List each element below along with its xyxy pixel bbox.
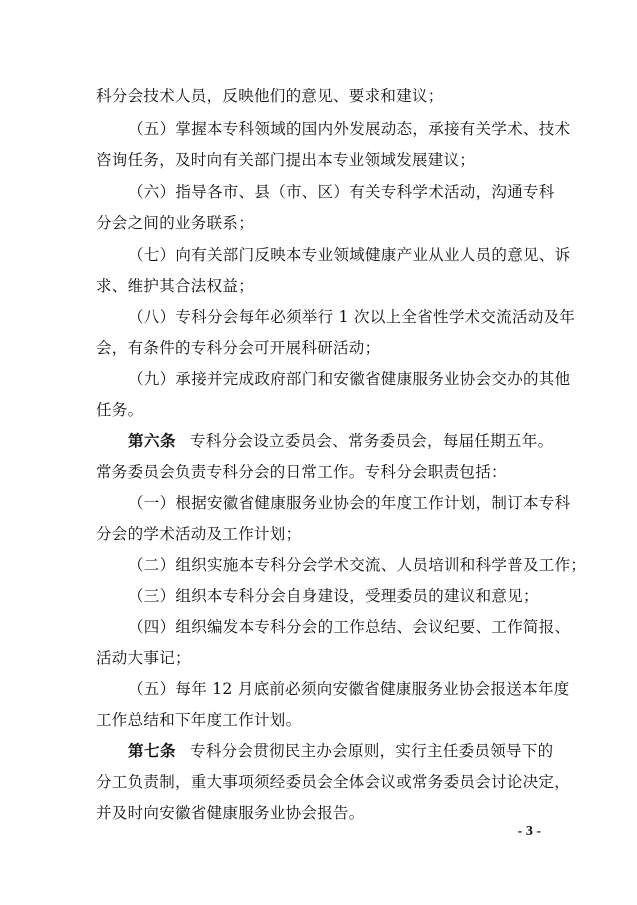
text-line: 分会的学术活动及工作计划；	[96, 525, 302, 543]
text-line: 常务委员会负责专科分会的日常工作。专科分会职责包括：	[96, 463, 507, 481]
article-six-title: 第六条	[128, 432, 177, 450]
text-line: （四）组织编发本专科分会的工作总结、会议纪要、工作简报、	[128, 618, 571, 636]
text-line: （五）掌握本专科领域的国内外发展动态，承接有关学术、技术	[128, 120, 571, 138]
text-line: 专科分会设立委员会、常务委员会，每届任期五年。	[190, 432, 554, 450]
text-line: 工作总结和下年度工作计划。	[96, 711, 302, 729]
page-number: - 3 -	[517, 824, 541, 839]
article-six-paragraph	[128, 431, 578, 451]
text-line: 分会之间的业务联系；	[96, 214, 255, 232]
text-line: 任务。	[96, 401, 144, 419]
text-line: 并及时向安徽省健康服务业协会报告。	[96, 804, 365, 822]
text-line: 专科分会贯彻民主办会原则，实行主任委员领导下的	[190, 742, 554, 760]
text-line: （一）根据安徽省健康服务业协会的年度工作计划，制订本专科	[128, 494, 571, 512]
text-line: （七）向有关部门反映本专业领域健康产业从业人员的意见、诉	[128, 246, 571, 264]
text-line: （五）每年 12 月底前必须向安徽省健康服务业协会报送本年度	[128, 680, 570, 698]
article-seven-paragraph	[128, 741, 578, 761]
text-line: 分工负责制，重大事项须经委员会全体会议或常务委员会讨论决定，	[96, 773, 571, 791]
text-line: 活动大事记；	[96, 649, 191, 667]
text-line: （六）指导各市、县（市、区）有关专科学术活动，沟通专科	[128, 183, 555, 201]
text-line: （三）组织本专科分会自身建设，受理委员的建议和意见；	[128, 587, 539, 605]
text-line: （二）组织实施本专科分会学术交流、人员培训和科学普及工作；	[128, 556, 587, 574]
text-line: 会，有条件的专科分会可开展科研活动；	[96, 339, 381, 357]
text-line: 求、维护其合法权益；	[96, 277, 255, 295]
text-line: （八）专科分会每年必须举行 1 次以上全省性学术交流活动及年	[128, 308, 576, 326]
text-line: 科分会技术人员，反映他们的意见、要求和建议；	[96, 87, 444, 105]
text-line: 咨询任务，及时向有关部门提出本专业领域发展建议；	[96, 151, 476, 169]
article-seven-title: 第七条	[128, 742, 177, 760]
text-line: （九）承接并完成政府部门和安徽省健康服务业协会交办的其他	[128, 370, 571, 388]
